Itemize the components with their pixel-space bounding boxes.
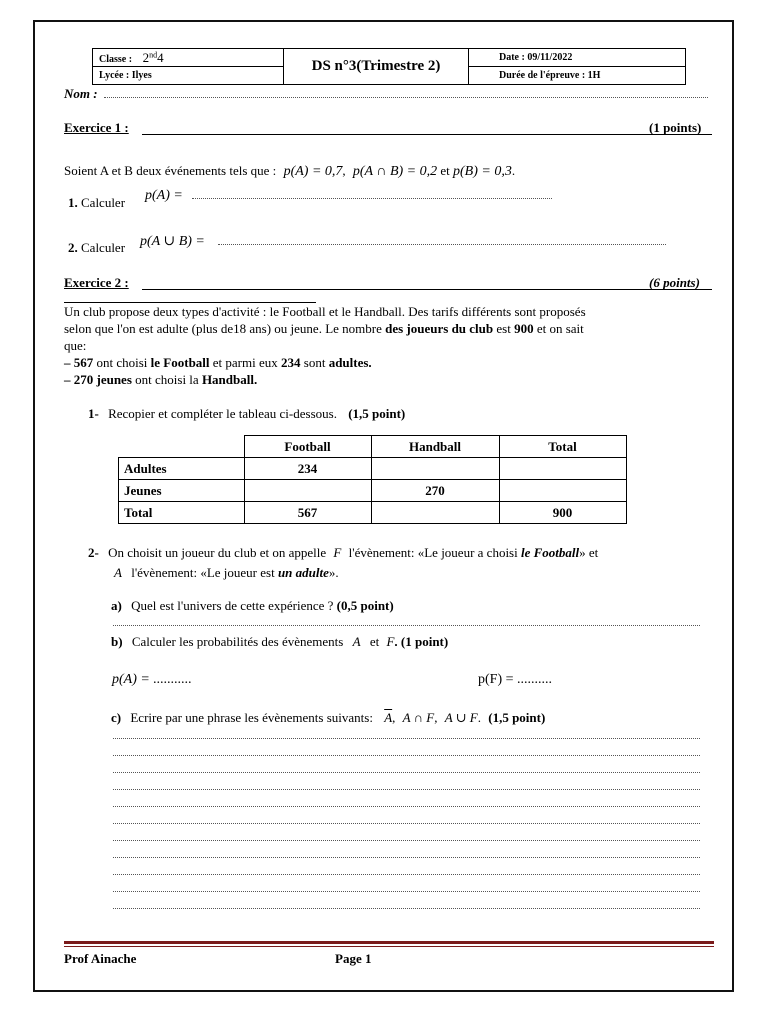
ex1-title: Exercice 1 : bbox=[64, 120, 129, 135]
ex1-rule bbox=[142, 134, 712, 135]
table-header: Total bbox=[499, 436, 626, 458]
footer-page: Page 1 bbox=[335, 951, 372, 966]
ex1-q2-dotline bbox=[218, 244, 666, 245]
answer-dotline bbox=[113, 625, 700, 626]
answer-dotline bbox=[113, 738, 700, 739]
footer-rule-thin bbox=[64, 946, 714, 947]
table-cell bbox=[119, 436, 245, 458]
ex2-bullet1: – 567 ont choisi le Football et parmi eux 234 sont adultes. bbox=[64, 355, 372, 370]
answer-dotline bbox=[113, 823, 700, 824]
lycee-cell: Lycée : Ilyes bbox=[93, 67, 284, 85]
ex2-para-rule bbox=[64, 302, 316, 303]
table-header: Football bbox=[244, 436, 371, 458]
duree-cell: Durée de l'épreuve : 1H bbox=[469, 67, 686, 85]
ex1-q2-math: p(A ∪ B) = bbox=[140, 234, 205, 249]
table-cell: 270 bbox=[371, 480, 499, 502]
ex2-qa: a) Quel est l'univers de cette expérience ? (0,5 point) bbox=[111, 598, 394, 613]
ex1-intro: Soient A et B deux événements tels que : p(A) = 0,7, p(A ∩ B) = 0,2 et p(B) = 0,3. bbox=[64, 163, 516, 179]
table-cell bbox=[371, 502, 499, 524]
ex2-para-line2: selon que l'on est adulte (plus de18 ans) ou jeune. Le nombre des joueurs du club est 900 et on sait bbox=[64, 321, 584, 336]
answer-dotline bbox=[113, 874, 700, 875]
ex1-q1-dotline bbox=[192, 198, 552, 199]
table-cell: 900 bbox=[499, 502, 626, 524]
answer-dotline bbox=[113, 857, 700, 858]
exam-title: DS n°3(Trimestre 2) bbox=[284, 49, 469, 85]
table-row bbox=[119, 480, 627, 502]
table-header: Handball bbox=[371, 436, 499, 458]
table-cell: 234 bbox=[244, 458, 371, 480]
table-cell: Jeunes bbox=[119, 480, 245, 502]
table-cell: 567 bbox=[244, 502, 371, 524]
ex1-q2: 2. Calculer bbox=[68, 240, 126, 255]
ex2-qc: c) Ecrire par une phrase les évènements suivants: $\overline{A}$, A ∩ F, A ∪ F. (1,5 point) bbox=[111, 710, 546, 725]
answer-dotline bbox=[113, 908, 700, 909]
ex2-points: (6 points) bbox=[649, 275, 700, 290]
answer-dotline bbox=[113, 755, 700, 756]
ex2-q1: 1- Recopier et compléter le tableau ci-dessous. (1,5 point) bbox=[88, 406, 406, 421]
ex1-q1: 1. Calculer bbox=[68, 195, 126, 210]
ex2-para-line3: que: bbox=[64, 338, 87, 353]
ex2-title: Exercice 2 : bbox=[64, 275, 129, 290]
answer-dotline bbox=[113, 806, 700, 807]
ex2-para-line1: Un club propose deux types d'activité : le Football et le Handball. Des tarifs différents sont proposés bbox=[64, 304, 586, 319]
table-header-row bbox=[119, 436, 627, 458]
ex1-points: (1 points) bbox=[649, 120, 702, 135]
footer-rule bbox=[64, 941, 714, 944]
table-row bbox=[119, 458, 627, 480]
header-table bbox=[92, 48, 686, 85]
footer-author: Prof Ainache bbox=[64, 951, 137, 966]
table-cell bbox=[499, 458, 626, 480]
table-cell bbox=[499, 480, 626, 502]
classe-cell: Classe : 2nd4 bbox=[93, 49, 284, 67]
ex2-q2-line1: 2- On choisit un joueur du club et on appelle F l'évènement: «Le joueur a choisi le Football» et bbox=[88, 545, 599, 560]
table-cell bbox=[244, 480, 371, 502]
ex2-pA: p(A) = ........... bbox=[112, 672, 192, 687]
table-cell: Total bbox=[119, 502, 245, 524]
ex2-qb: b) Calculer les probabilités des évènements A et F. (1 point) bbox=[111, 634, 449, 649]
answer-dotline bbox=[113, 840, 700, 841]
ex2-pF: p(F) = .......... bbox=[478, 672, 553, 687]
date-cell: Date : 09/11/2022 bbox=[469, 49, 686, 67]
answer-dotline bbox=[113, 891, 700, 892]
ex1-q1-math: p(A) = bbox=[145, 188, 183, 203]
nom-label: Nom : bbox=[64, 86, 98, 101]
table-cell: Adultes bbox=[119, 458, 245, 480]
table-cell bbox=[371, 458, 499, 480]
nom-dotline bbox=[104, 97, 708, 98]
ex2-rule bbox=[142, 289, 712, 290]
table-row bbox=[119, 502, 627, 524]
ex2-q2-line2: A l'évènement: «Le joueur est un adulte». bbox=[114, 565, 339, 580]
ex2-bullet2: – 270 jeunes ont choisi la Handball. bbox=[64, 372, 258, 387]
answer-dotline bbox=[113, 789, 700, 790]
answer-dotline bbox=[113, 772, 700, 773]
data-table bbox=[118, 435, 627, 524]
